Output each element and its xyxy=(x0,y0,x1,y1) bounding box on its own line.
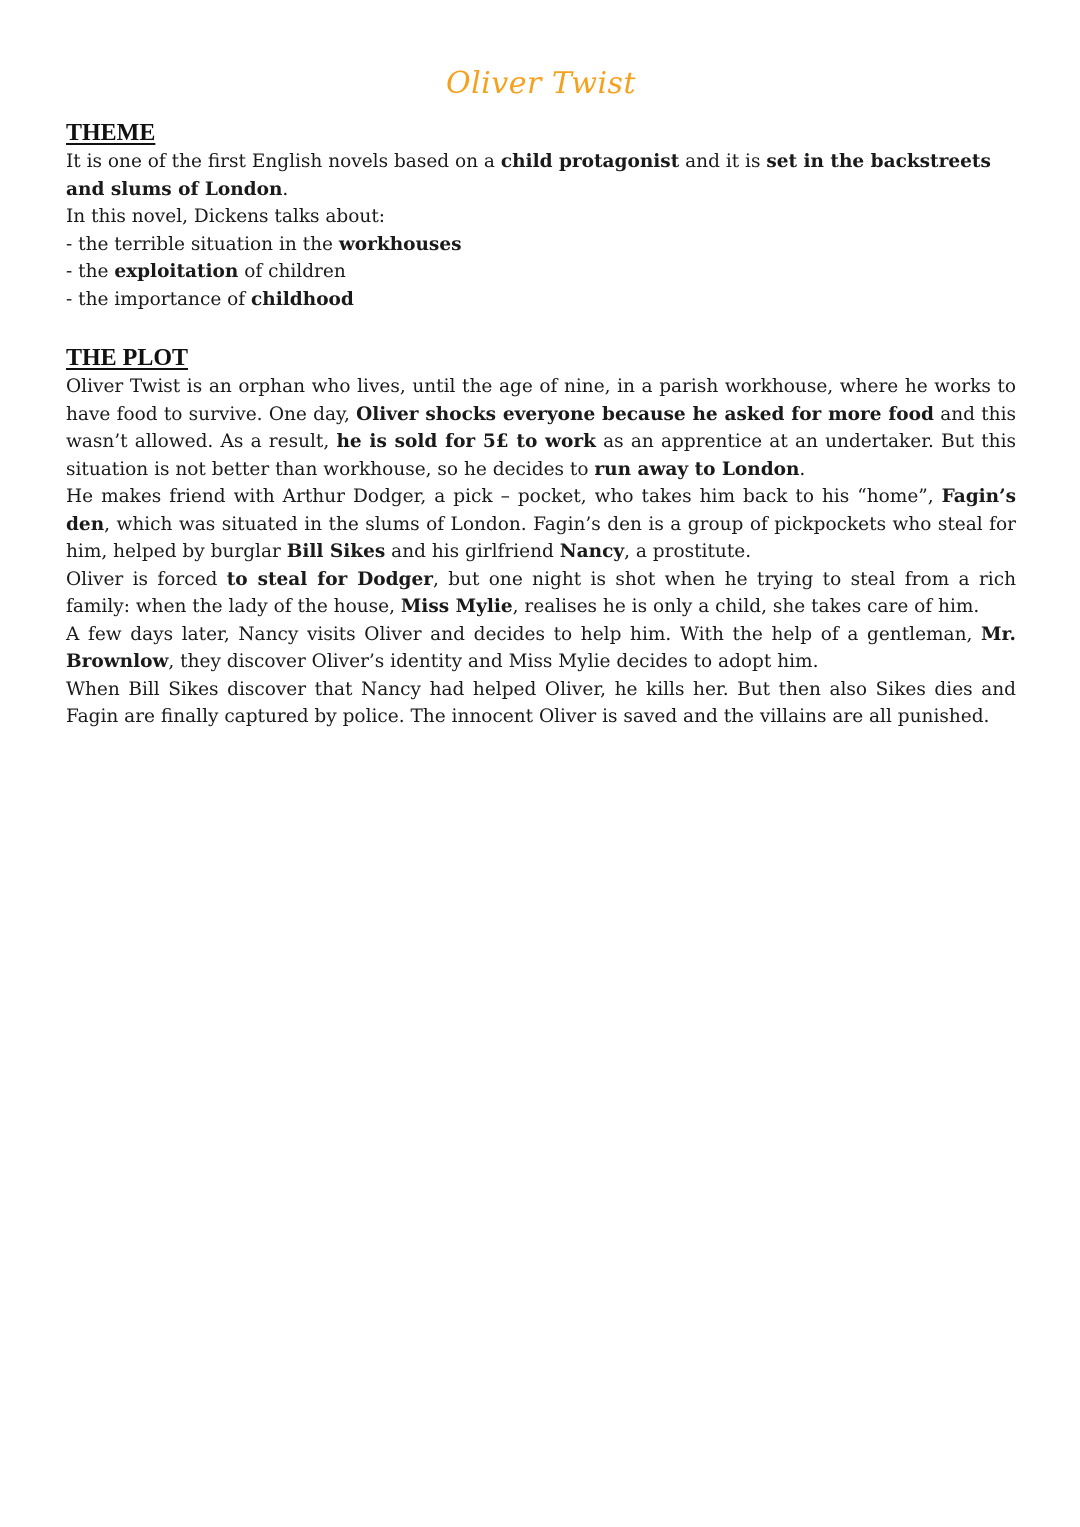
bold-phrase: Nancy xyxy=(559,541,625,562)
theme-list-item-exploitation xyxy=(66,258,1016,286)
theme-lead-text: In this novel, Dickens talks about: xyxy=(66,206,385,227)
text-run: Oliver Twist is an orphan who lives, until the age of nine, in a parish workhouse, where he works to have food to survive. One day, xyxy=(66,376,1016,425)
bold-phrase: Bill Sikes xyxy=(286,541,386,562)
text-run: - the importance of xyxy=(66,288,252,310)
plot-paragraph-1 xyxy=(66,373,1016,483)
bold-phrase: Miss Mylie xyxy=(400,596,513,617)
bold-phrase: he is sold for 5£ to work xyxy=(336,431,596,452)
bold-phrase: run away to London xyxy=(594,458,800,480)
text-run: It is one of the first English novels based on a xyxy=(66,151,501,172)
text-run: When Bill Sikes discover that Nancy had helped Oliver, he kills her. But then also Sikes dies and Fagin are finally captured by police. The innocent Oliver is saved and the villains are all punished. xyxy=(66,678,1016,727)
bold-phrase: Fagin’s den xyxy=(66,486,1016,535)
text-run: A few days later, Nancy visits Oliver and decides to help him. With the help of a gentleman, xyxy=(66,623,982,645)
bold-phrase: Oliver shocks everyone because he asked for more food xyxy=(356,403,934,425)
bold-phrase: exploitation xyxy=(114,261,239,282)
bold-phrase: to steal for Dodger xyxy=(226,568,433,590)
plot-heading: THE PLOT xyxy=(66,345,189,371)
plot-paragraph-4 xyxy=(66,621,1016,676)
bold-phrase: workhouses xyxy=(338,233,462,255)
text-run: , a prostitute. xyxy=(624,541,752,562)
bold-phrase: Mr. Brownlow xyxy=(66,623,1016,672)
theme-intro-paragraph xyxy=(66,148,1016,203)
theme-heading: THEME xyxy=(66,120,156,146)
plot-paragraph-5 xyxy=(66,676,1016,731)
theme-list-item-workhouses xyxy=(66,231,1016,259)
text-run: Oliver is forced xyxy=(66,568,227,590)
text-run: and it is xyxy=(679,151,767,172)
plot-paragraph-3 xyxy=(66,566,1016,621)
theme-list-item-childhood xyxy=(66,286,1016,314)
bold-phrase: set in the backstreets and slums of London xyxy=(66,151,991,200)
text-run: , they discover Oliver’s identity and Miss Mylie decides to adopt him. xyxy=(168,651,819,672)
text-run: - the terrible situation in the xyxy=(66,233,339,255)
plot-section xyxy=(66,343,1016,731)
text-run: . xyxy=(799,458,806,480)
document-title: Oliver Twist xyxy=(445,66,637,101)
text-run: , but one night is shot when he trying to steal from a rich family: when the lady of the house, xyxy=(66,568,1016,617)
bold-phrase: child protagonist xyxy=(500,151,680,172)
text-run: . xyxy=(282,178,289,200)
text-run: - the xyxy=(66,261,115,282)
plot-paragraph-2 xyxy=(66,483,1016,566)
text-run: He makes friend with Arthur Dodger, a pick – pocket, who takes him back to his “home”, xyxy=(66,486,942,507)
text-run: as an apprentice at an undertaker. But this situation is not better than workhouse, so he decides to xyxy=(66,431,1016,480)
text-run: , which was situated in the slums of London. Fagin’s den is a group of pickpockets who steal for him, helped by burglar xyxy=(66,513,1016,562)
text-run: and his girlfriend xyxy=(385,541,560,562)
text-run: and this wasn’t allowed. As a result, xyxy=(66,403,1016,452)
bold-phrase: childhood xyxy=(251,288,354,310)
text-run: of children xyxy=(238,261,346,282)
text-run: , realises he is only a child, she takes care of him. xyxy=(512,596,980,617)
theme-section xyxy=(66,118,1016,313)
